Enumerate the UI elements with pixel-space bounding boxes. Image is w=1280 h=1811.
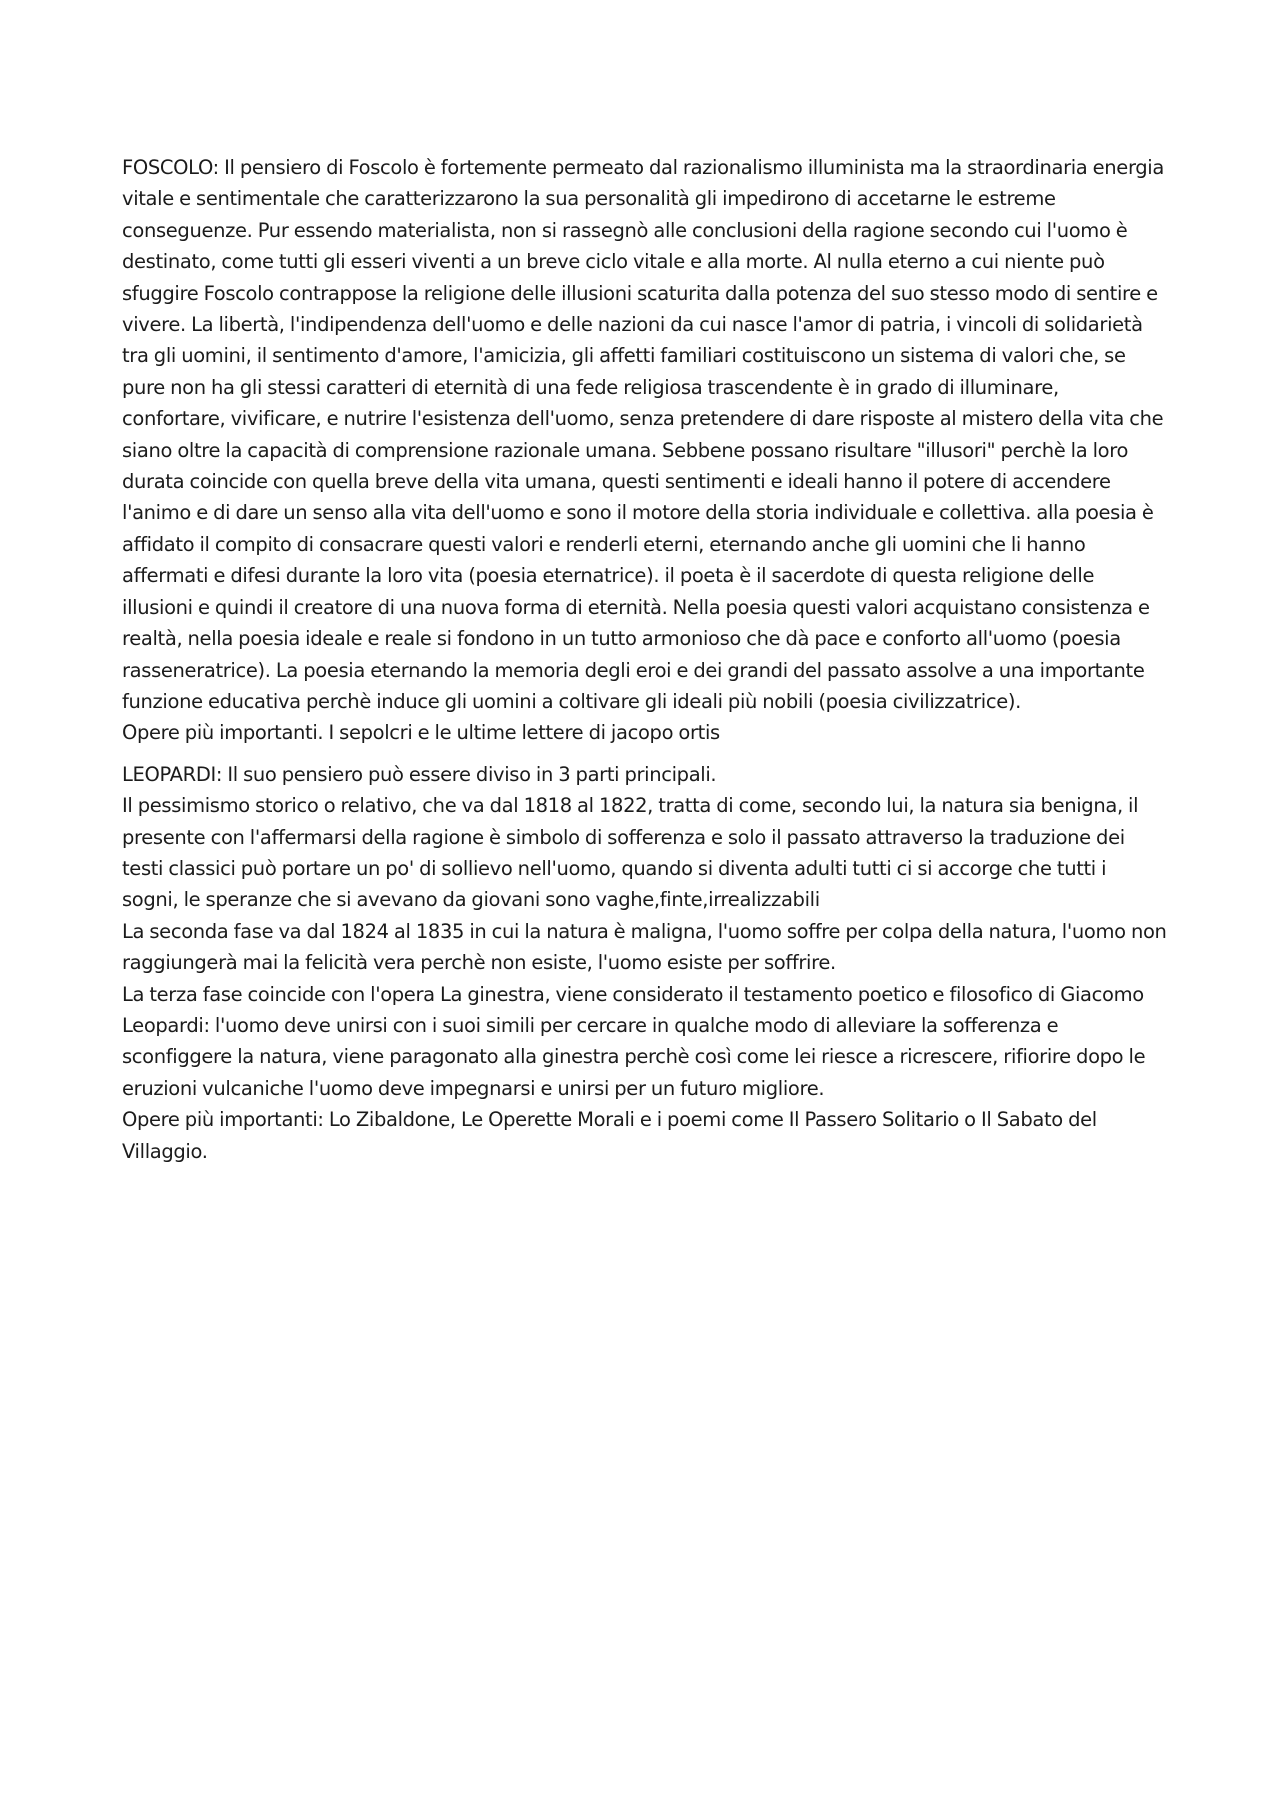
foscolo-works-line: Opere più importanti. I sepolcri e le ultime lettere di jacopo ortis	[122, 721, 720, 745]
leopardi-works-line: Opere più importanti: Lo Zibaldone, Le Operette Morali e i poemi come Il Passero Solitario o Il Sabato del Villaggio.	[122, 1108, 1097, 1163]
foscolo-paragraph: FOSCOLO: Il pensiero di Foscolo è fortemente permeato dal razionalismo illuminista ma la straordinaria energia vitale e sentimentale che caratterizzarono la sua personalità gli impedirono di accetarne le estreme conseguenze. Pur essendo materialista, non si rassegnò alle conclusioni della ragione secondo cui l'uomo è destinato, come tutti gli esseri viventi a un breve ciclo vitale e alla morte. Al nulla eterno a cui niente può sfuggire Foscolo contrappose la religione delle illusioni scaturita dalla potenza del suo stesso modo di sentire e vivere. La libertà, l'indipendenza dell'uomo e delle nazioni da cui nasce l'amor di patria, i vincoli di solidarietà tra gli uomini, il sentimento d'amore, l'amicizia, gli affetti familiari costituiscono un sistema di valori che, se pure non ha gli stessi caratteri di eternità di una fede religiosa trascendente è in grado di illuminare, confortare, vivificare, e nutrire l'esistenza dell'uomo, senza pretendere di dare risposte al mistero della vita che siano oltre la capacità di comprensione razionale umana. Sebbene possano risultare "illusori" perchè la loro durata coincide con quella breve della vita umana, questi sentimenti e ideali hanno il potere di accendere l'animo e di dare un senso alla vita dell'uomo e sono il motore della storia individuale e collettiva. alla poesia è affidato il compito di consacrare questi valori e renderli eterni, eternando anche gli uomini che li hanno affermati e difesi durante la loro vita (poesia eternatrice). il poeta è il sacerdote di questa religione delle illusioni e quindi il creatore di una nuova forma di eternità. Nella poesia questi valori acquistano consistenza e realtà, nella poesia ideale e reale si fondono in un tutto armonioso che dà pace e conforto all'uomo (poesia rasseneratrice). La poesia eternando la memoria degli eroi e dei grandi del passato assolve a una importante funzione educativa perchè induce gli uomini a coltivare gli ideali più nobili (poesia civilizzatrice).	[122, 156, 1164, 713]
leopardi-phase-one: Il pessimismo storico o relativo, che va dal 1818 al 1822, tratta di come, secondo lui, la natura sia benigna, il presente con l'affermarsi della ragione è simbolo di sofferenza e solo il passato attraverso la traduzione dei testi classici può portare un po' di sollievo nell'uomo, quando si diventa adulti tutti ci si accorge che tutti i sogni, le speranze che si avevano da giovani sono vaghe,finte,irrealizzabili	[122, 794, 1139, 912]
leopardi-phase-three: La terza fase coincide con l'opera La ginestra, viene considerato il testamento poetico e filosofico di Giacomo Leopardi: l'uomo deve unirsi con i suoi simili per cercare in qualche modo di alleviare la sofferenza e sconfiggere la natura, viene paragonato alla ginestra perchè così come lei riesce a ricrescere, rifiorire dopo le eruzioni vulcaniche l'uomo deve impegnarsi e unirsi per un futuro migliore.	[122, 982, 1146, 1100]
paragraph-spacer	[122, 749, 1167, 759]
document-body	[122, 152, 1167, 1167]
leopardi-phase-two: La seconda fase va dal 1824 al 1835 in cui la natura è maligna, l'uomo soffre per colpa della natura, l'uomo non raggiungerà mai la felicità vera perchè non esiste, l'uomo esiste per soffrire.	[122, 919, 1167, 975]
leopardi-heading-line: LEOPARDI: Il suo pensiero può essere diviso in 3 parti principali.	[122, 762, 717, 786]
